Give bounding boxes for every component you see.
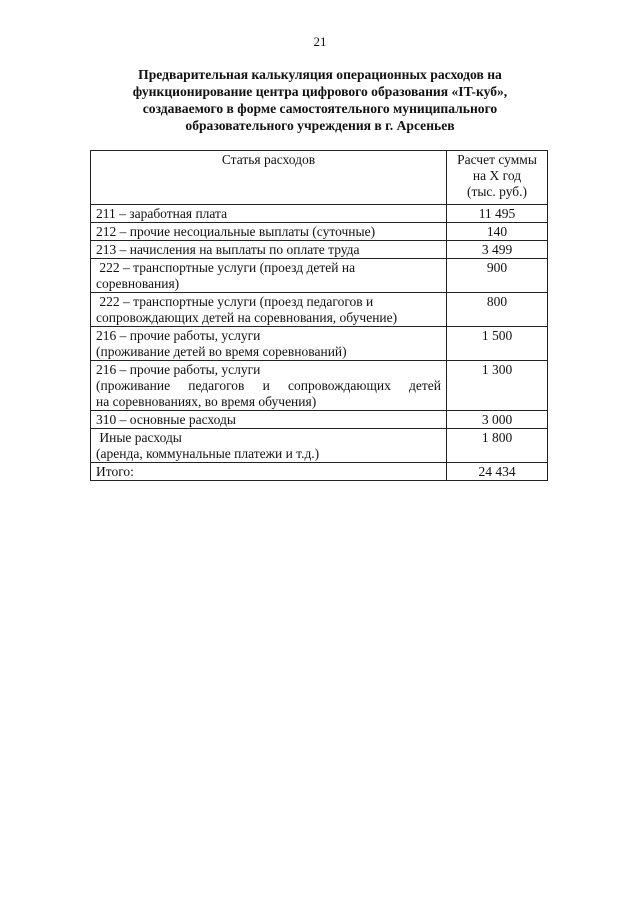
- table-row: [91, 361, 548, 411]
- total-value: 24 434: [447, 463, 548, 481]
- total-label: [91, 463, 447, 481]
- expense-item: [91, 293, 447, 327]
- item-line: (проживание детей во время соревнований): [96, 344, 347, 359]
- table-row: [91, 259, 548, 293]
- item-line: сопровождающих детей на соревнования, обучение): [96, 310, 398, 325]
- expense-item: [91, 241, 447, 259]
- table-row: [91, 327, 548, 361]
- title-line: образовательного учреждения в г. Арсеньев: [185, 118, 455, 133]
- table-header-row: [91, 151, 548, 205]
- expense-value: 140: [447, 223, 548, 241]
- expense-value: 11 495: [447, 205, 548, 223]
- table-row: [91, 429, 548, 463]
- expense-value: 900: [447, 259, 548, 293]
- item-line: Иные расходы: [96, 430, 182, 445]
- expense-item: [91, 259, 447, 293]
- item-line: (аренда, коммунальные платежи и т.д.): [96, 446, 320, 461]
- column-header-sum: [447, 151, 548, 205]
- item-line: 310 – основные расходы: [96, 412, 236, 427]
- expense-item: [91, 361, 447, 411]
- expense-item: [91, 223, 447, 241]
- item-line: 213 – начисления на выплаты по оплате труда: [96, 242, 360, 257]
- table-row: [91, 411, 548, 429]
- title-line: Предварительная калькуляция операционных расходов на: [138, 67, 502, 82]
- expense-value: 800: [447, 293, 548, 327]
- header-line: Расчет суммы: [457, 152, 537, 167]
- item-line: на соревнованиях, во время обучения): [96, 394, 317, 409]
- document-title: [110, 66, 530, 134]
- item-line: соревнования): [96, 276, 180, 291]
- table-row: [91, 241, 548, 259]
- item-line: 212 – прочие несоциальные выплаты (суточные): [96, 224, 376, 239]
- item-line: Итого:: [96, 464, 134, 479]
- header-line: на Х год: [472, 168, 522, 183]
- expense-table: [90, 150, 548, 481]
- expense-item: [91, 411, 447, 429]
- title-line: функционирование центра цифрового образования «IT-куб»,: [132, 84, 508, 99]
- expense-item: [91, 327, 447, 361]
- expense-value: 1 300: [447, 361, 548, 411]
- expense-item: [91, 205, 447, 223]
- header-line: (тыс. руб.): [466, 184, 528, 199]
- table-row: [91, 293, 548, 327]
- item-line: 216 – прочие работы, услуги: [96, 362, 261, 377]
- expense-value: 3 499: [447, 241, 548, 259]
- expense-value: 1 500: [447, 327, 548, 361]
- item-line: 211 – заработная плата: [96, 206, 228, 221]
- expense-item: [91, 429, 447, 463]
- title-line: создаваемого в форме самостоятельного муниципального: [142, 101, 498, 116]
- column-header-item: Статья расходов: [91, 151, 447, 205]
- item-line: 222 – транспортные услуги (проезд педагогов и: [96, 294, 374, 309]
- expense-value: 1 800: [447, 429, 548, 463]
- page-number: 21: [313, 34, 327, 49]
- expense-value: 3 000: [447, 411, 548, 429]
- table-row-total: [91, 463, 548, 481]
- item-line: 216 – прочие работы, услуги: [96, 328, 261, 343]
- item-line: (проживание педагогов и сопровождающих детей: [96, 378, 441, 393]
- item-line: 222 – транспортные услуги (проезд детей на: [96, 260, 356, 275]
- table-row: [91, 205, 548, 223]
- table-row: [91, 223, 548, 241]
